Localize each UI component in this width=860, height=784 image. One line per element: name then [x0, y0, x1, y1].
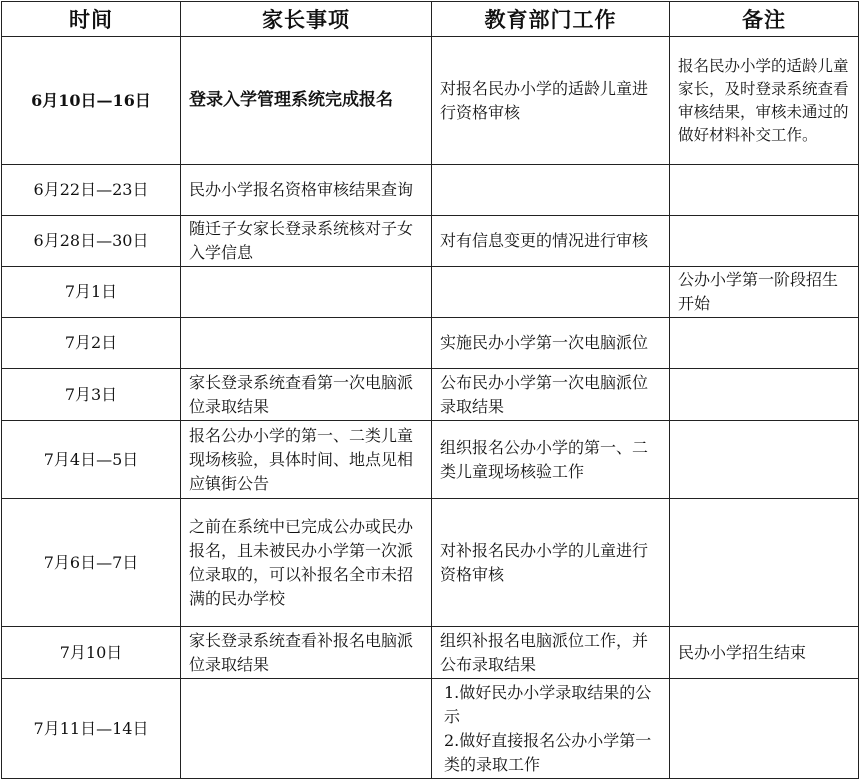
table-row [2, 369, 859, 421]
header-parent-matters: 家长事项 [181, 2, 432, 37]
time-cell: 7月2日 [2, 318, 181, 369]
education-cell: 对补报名民办小学的儿童进行资格审核 [432, 499, 670, 627]
note-cell: 公办小学第一阶段招生开始 [670, 267, 859, 318]
education-cell: 对报名民办小学的适龄儿童进行资格审核 [432, 37, 670, 165]
header-notes: 备注 [670, 2, 859, 37]
education-task-item: 1.做好民办小学录取结果的公示 [444, 682, 652, 726]
header-time: 时间 [2, 2, 181, 37]
parent-cell: 随迁子女家长登录系统核对子女入学信息 [181, 216, 432, 267]
parent-cell: 之前在系统中已完成公办或民办报名，且未被民办小学第一次派位录取的，可以补报名全市未招满的民办学校 [181, 499, 432, 627]
time-cell: 7月3日 [2, 369, 181, 421]
parent-cell [181, 679, 432, 779]
note-cell [670, 369, 859, 421]
table-row [2, 421, 859, 499]
note-cell: 民办小学招生结束 [670, 627, 859, 679]
note-cell [670, 421, 859, 499]
note-cell [670, 499, 859, 627]
table-row [2, 267, 859, 318]
parent-cell: 登录入学管理系统完成报名 [181, 37, 432, 165]
parent-cell: 家长登录系统查看第一次电脑派位录取结果 [181, 369, 432, 421]
parent-cell [181, 267, 432, 318]
parent-cell [181, 318, 432, 369]
table-row [2, 216, 859, 267]
time-cell: 7月4日—5日 [2, 421, 181, 499]
table-row [2, 165, 859, 216]
enrollment-schedule-table [1, 1, 859, 779]
note-cell [670, 216, 859, 267]
time-cell: 6月10日—16日 [2, 37, 181, 165]
time-cell: 7月10日 [2, 627, 181, 679]
time-cell: 6月22日—23日 [2, 165, 181, 216]
education-cell: 公布民办小学第一次电脑派位录取结果 [432, 369, 670, 421]
table-row [2, 499, 859, 627]
education-cell [432, 679, 670, 779]
time-cell: 7月11日—14日 [2, 679, 181, 779]
note-cell: 报名民办小学的适龄儿童家长，及时登录系统查看审核结果，审核未通过的做好材料补交工作。 [670, 37, 859, 165]
education-cell [432, 267, 670, 318]
time-cell: 7月1日 [2, 267, 181, 318]
education-cell: 实施民办小学第一次电脑派位 [432, 318, 670, 369]
education-cell: 组织报名公办小学的第一、二类儿童现场核验工作 [432, 421, 670, 499]
parent-cell: 民办小学报名资格审核结果查询 [181, 165, 432, 216]
parent-cell: 报名公办小学的第一、二类儿童现场核验，具体时间、地点见相应镇街公告 [181, 421, 432, 499]
table-row [2, 679, 859, 779]
education-cell [432, 165, 670, 216]
education-task-item: 2.做好直接报名公办小学第一类的录取工作 [444, 730, 652, 774]
education-cell: 对有信息变更的情况进行审核 [432, 216, 670, 267]
header-education-work: 教育部门工作 [432, 2, 670, 37]
note-cell [670, 318, 859, 369]
parent-cell: 家长登录系统查看补报名电脑派位录取结果 [181, 627, 432, 679]
education-cell: 组织补报名电脑派位工作，并公布录取结果 [432, 627, 670, 679]
note-cell [670, 679, 859, 779]
note-cell [670, 165, 859, 216]
time-cell: 7月6日—7日 [2, 499, 181, 627]
table-row [2, 627, 859, 679]
table-row [2, 37, 859, 165]
table-header-row [2, 2, 859, 37]
time-cell: 6月28日—30日 [2, 216, 181, 267]
table-row [2, 318, 859, 369]
